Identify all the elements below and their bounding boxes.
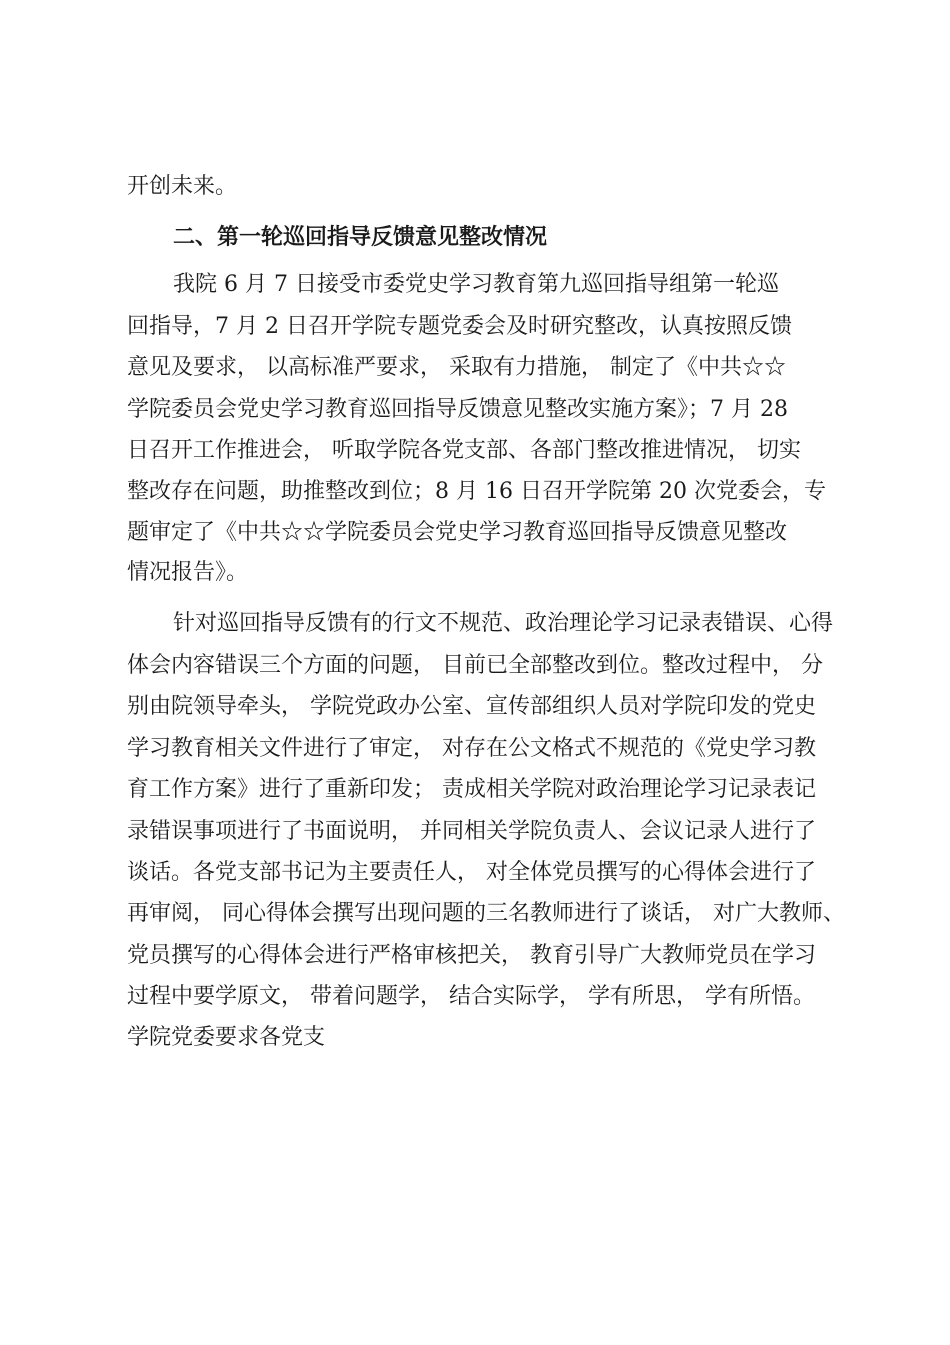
paragraph-line: 日召开工作推进会， 听取学院各党支部、各部门整改推进情况， 切实: [127, 438, 801, 463]
paragraph-line: 题审定了《中共☆☆学院委员会党史学习教育巡回指导反馈意见整改: [127, 520, 788, 545]
paragraph-line: 录错误事项进行了书面说明， 并同相关学院负责人、会议记录人进行了: [127, 819, 816, 844]
paragraph-line: 学院党委要求各党支: [127, 1025, 326, 1050]
paragraph-line: 回指导，7 月 2 日召开学院专题党委会及时研究整改，认真按照反馈: [127, 314, 792, 339]
paragraph-line: 针对巡回指导反馈有的行文不规范、政治理论学习记录表错误、心得: [173, 611, 834, 636]
paragraph-line: 学院委员会党史学习教育巡回指导反馈意见整改实施方案》；7 月 28: [127, 397, 788, 422]
fragment-line: 开创未来。: [127, 174, 238, 199]
paragraph-line: 育工作方案》进行了重新印发； 责成相关学院对政治理论学习记录表记: [127, 777, 816, 802]
paragraph-line: 我院 6 月 7 日接受市委党史学习教育第九巡回指导组第一轮巡: [173, 272, 779, 297]
paragraph-line: 过程中要学原文， 带着问题学， 结合实际学， 学有所思， 学有所悟。: [127, 984, 815, 1009]
paragraph-line: 学习教育相关文件进行了审定， 对存在公文格式不规范的《党史学习教: [127, 736, 816, 761]
paragraph-line: 体会内容错误三个方面的问题， 目前已全部整改到位。整改过程中， 分: [127, 653, 823, 678]
paragraph-line: 意见及要求， 以高标准严要求， 采取有力措施， 制定了《中共☆☆: [127, 355, 786, 380]
paragraph-line: 谈话。各党支部书记为主要责任人， 对全体党员撰写的心得体会进行了: [127, 860, 816, 885]
paragraph-line: 再审阅， 同心得体会撰写出现问题的三名教师进行了谈话， 对广大教师、: [127, 901, 845, 926]
paragraph-line: 情况报告》。: [127, 560, 249, 585]
section-heading: 二、第一轮巡回指导反馈意见整改情况: [173, 225, 548, 250]
paragraph-line: 别由院领导牵头， 学院党政办公室、宣传部组织人员对学院印发的党史: [127, 694, 816, 719]
paragraph-line: 党员撰写的心得体会进行严格审核把关， 教育引导广大教师党员在学习: [127, 943, 816, 968]
paragraph-line: 整改存在问题，助推整改到位；8 月 16 日召开学院第 20 次党委会，专: [127, 479, 826, 504]
